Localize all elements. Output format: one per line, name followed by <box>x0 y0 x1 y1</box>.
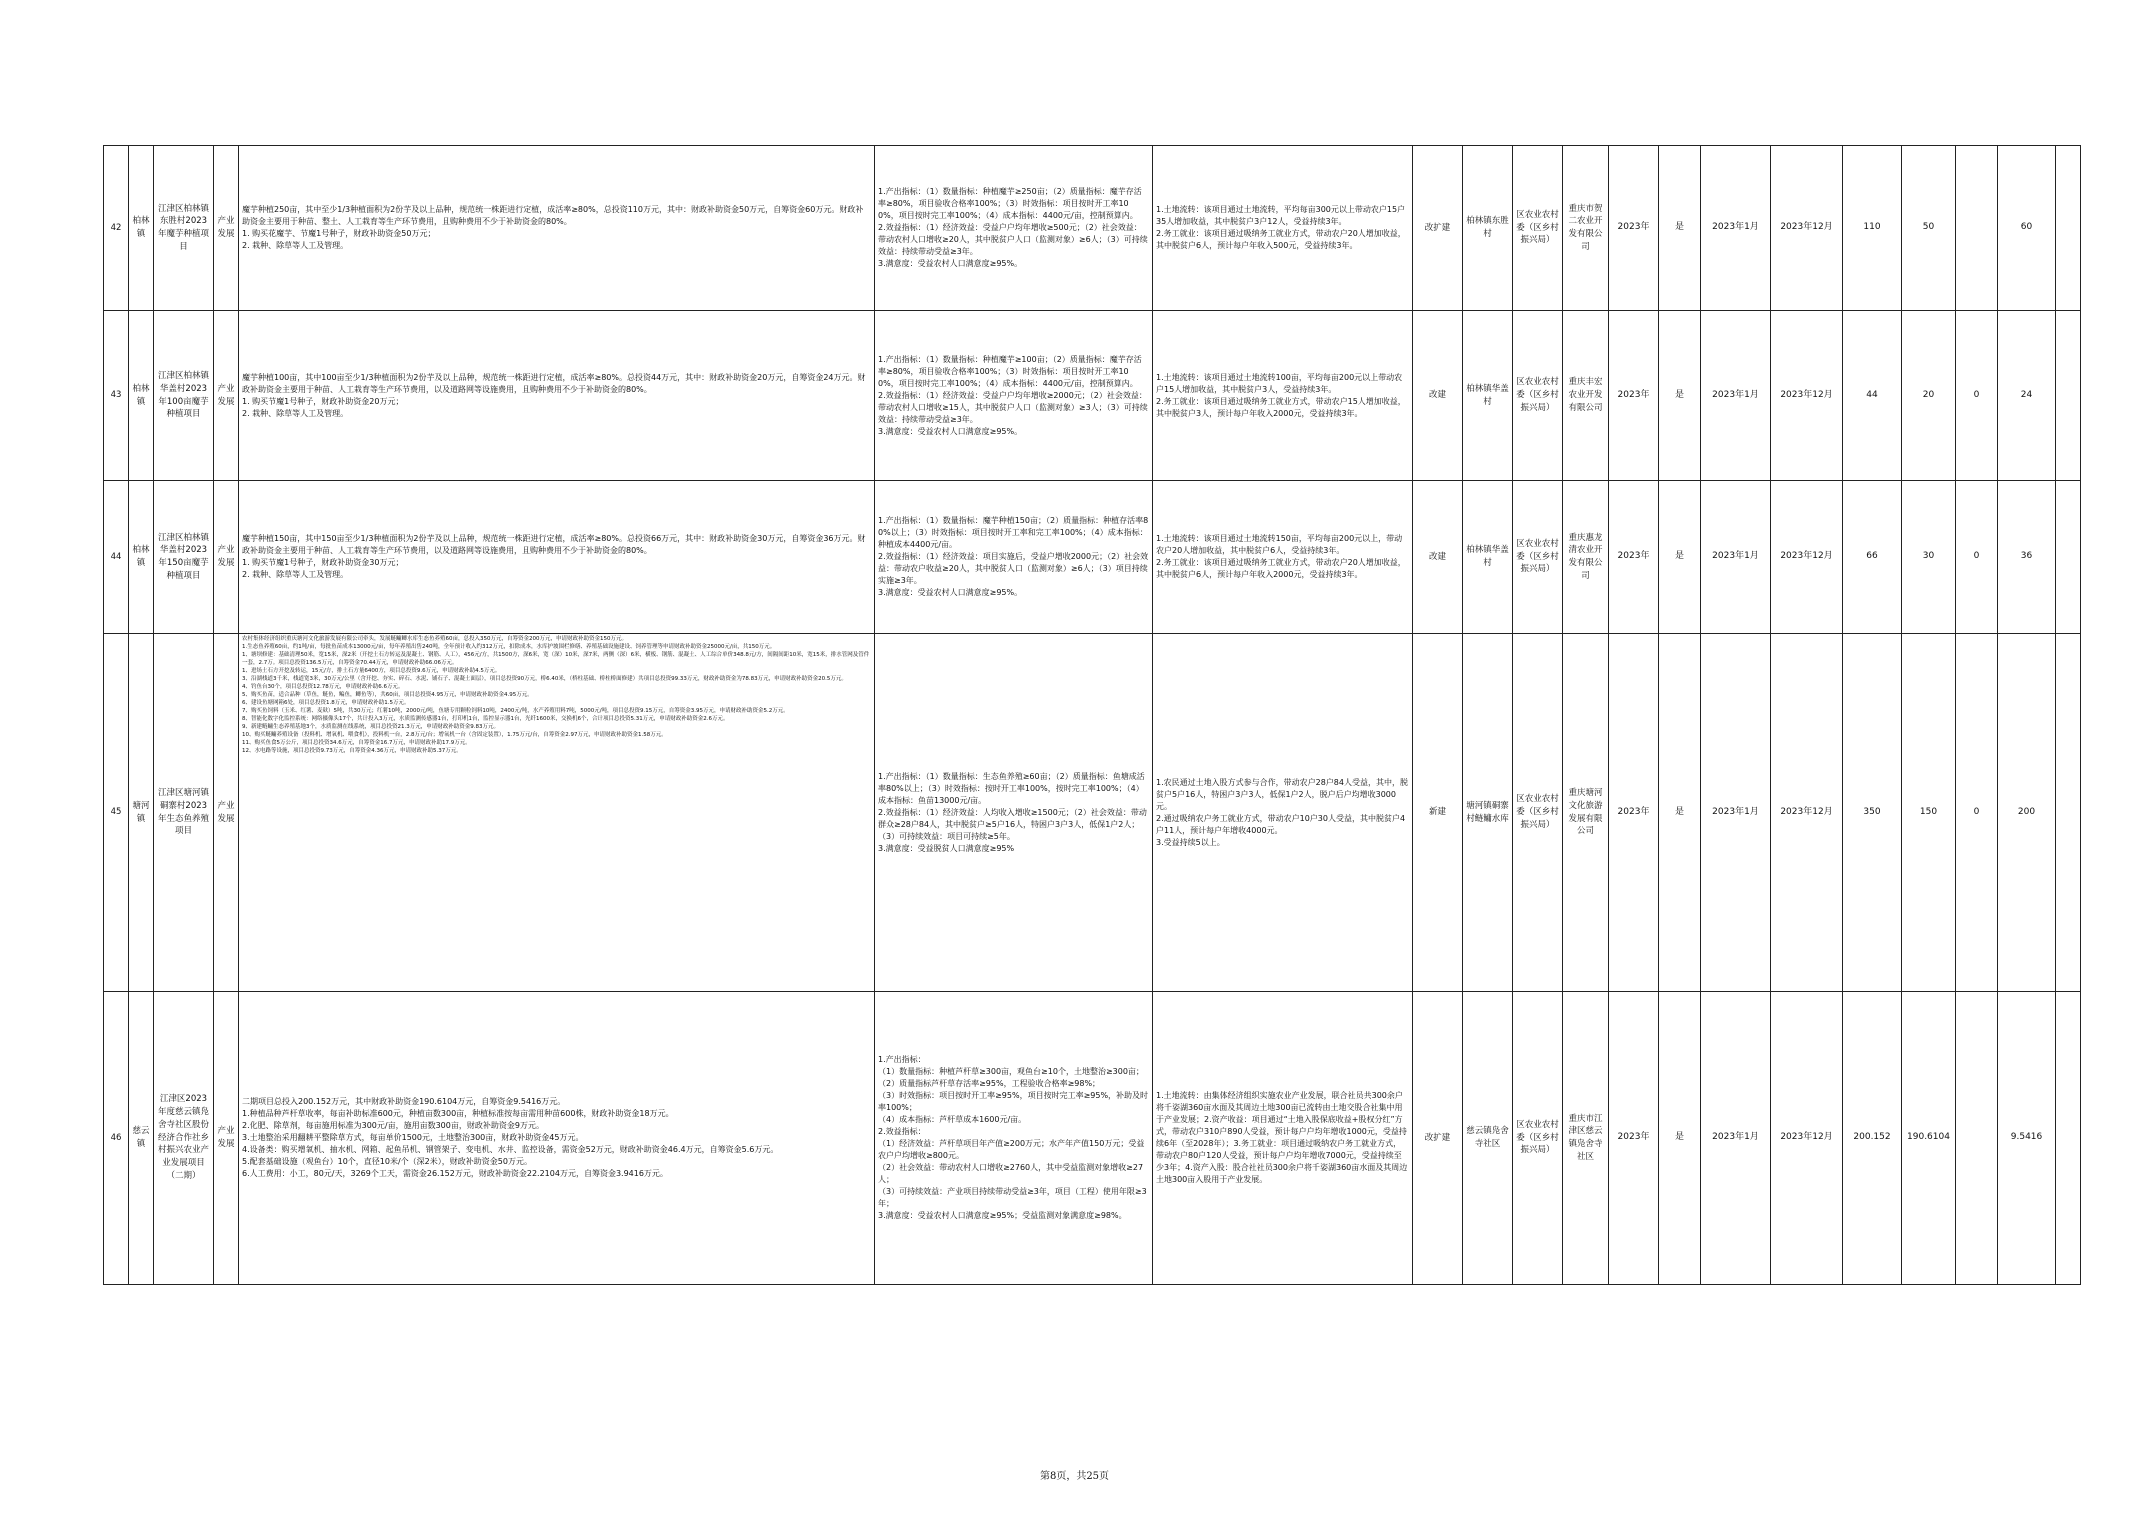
owner-cell: 重庆市江津区慈云镇凫舍寺社区 <box>1563 992 1609 1285</box>
construction-content-cell: 魔芋种植100亩，其中100亩至少1/3种植面积为2份芋及以上品种，规范统一株距进行定植，成活率≥80%。总投资44万元，其中：财政补助资金20万元，自筹资金24万元。财政补助资金主要用于种苗、人工栽育等生产环节费用，以及道路网等设施费用，且购种费用不少于补助资金的80%。 1. 购买节魔1号种子，财政补助资金20万元； 2. 栽种、除草等人工及管理。 <box>239 311 875 481</box>
department-cell: 区农业农村委（区乡村振兴局） <box>1513 146 1563 311</box>
other-funds-cell: 0 <box>1956 634 1998 992</box>
included-flag-cell: 是 <box>1659 634 1701 992</box>
project-name-cell: 江津区2023年度慈云镇凫舍寺社区股份经济合作社乡村振兴农业产业发展项目（二期） <box>154 992 214 1285</box>
table-row <box>104 146 2081 311</box>
remark-cell <box>2056 634 2081 992</box>
row-number: 42 <box>104 146 129 311</box>
table-row <box>104 992 2081 1285</box>
project-name-cell: 江津区塘河镇硐寨村2023年生态鱼养殖项目 <box>154 634 214 992</box>
department-cell: 区农业农村委（区乡村振兴局） <box>1513 311 1563 481</box>
department-cell: 区农业农村委（区乡村振兴局） <box>1513 992 1563 1285</box>
project-type-cell: 产业发展 <box>214 992 239 1285</box>
project-name-cell: 江津区柏林镇华盖村2023年100亩魔芋种植项目 <box>154 311 214 481</box>
total-investment-cell: 200.152 <box>1843 992 1902 1285</box>
end-date-cell: 2023年12月 <box>1771 311 1843 481</box>
other-funds-cell: 0 <box>1956 311 1998 481</box>
performance-target-cell: 1.产出指标：（1）数量指标：魔芋种植150亩；（2）质量指标：种植存活率80%以上；（3）时效指标：项目按时开工率和完工率100%；（4）成本指标：种植成本4400元/亩。 2.效益指标：（1）经济效益：项目实施后，受益户增收2000元；（2）社会效益：带动农户收益≥20人，其中脱贫人口（监测对象）≥6人；（3）项目持续实施≥3年。 3.满意度：受益农村人口满意度≥95%。 <box>875 481 1153 634</box>
year-cell: 2023年 <box>1609 146 1659 311</box>
total-investment-cell: 110 <box>1843 146 1902 311</box>
benefit-mechanism-cell: 1.土地流转：该项目通过土地流转100亩，平均每亩200元以上带动农户15人增加收益，其中脱贫户3人，受益持续3年。 2.务工就业：该项目通过吸纳务工就业方式，带动农户15人增加收益，其中脱贫户3人，预计每户年收入2000元，受益持续3年。 <box>1153 311 1413 481</box>
end-date-cell: 2023年12月 <box>1771 481 1843 634</box>
end-date-cell: 2023年12月 <box>1771 146 1843 311</box>
town-cell: 塘河镇 <box>129 634 154 992</box>
included-flag-cell: 是 <box>1659 146 1701 311</box>
remark-cell <box>2056 146 2081 311</box>
fiscal-funds-cell: 30 <box>1902 481 1956 634</box>
year-cell: 2023年 <box>1609 311 1659 481</box>
project-name-cell: 江津区柏林镇华盖村2023年150亩魔芋种植项目 <box>154 481 214 634</box>
performance-target-cell: 1.产出指标：（1）数量指标：生态鱼养殖≥60亩；（2）质量指标：鱼塘成活率80%以上；（3）时效指标：按时开工率100%，按时完工率100%；（4）成本指标：鱼苗13000元/亩。 2.效益指标：（1）经济效益：人均收入增收≥1500元；（2）社会效益：带动群众≥28户84人，其中脱贫户≥5户16人，特困户3户3人，低保1户2人；（3）可持续效益：项目可持续≥5年。 3.满意度：受益脱贫人口满意度≥95% <box>875 634 1153 992</box>
owner-cell: 重庆惠龙清农业开发有限公司 <box>1563 481 1609 634</box>
included-flag-cell: 是 <box>1659 481 1701 634</box>
remark-cell <box>2056 481 2081 634</box>
self-funds-cell: 200 <box>1998 634 2056 992</box>
build-nature-cell: 改扩建 <box>1413 992 1463 1285</box>
construction-content-cell: 魔芋种植250亩，其中至少1/3种植面积为2份芋及以上品种，规范统一株距进行定植，成活率≥80%，总投资110万元，其中：财政补助资金50万元，自筹资金60万元。财政补助资金主要用于种苗、整土、人工栽育等生产环节费用，且购种费用不少于补助资金的80%。 1. 购买花魔芋、节魔1号种子，财政补助资金50万元； 2. 栽种、除草等人工及管理。 <box>239 146 875 311</box>
department-cell: 区农业农村委（区乡村振兴局） <box>1513 634 1563 992</box>
owner-cell: 重庆塘河文化旅游发展有限公司 <box>1563 634 1609 992</box>
start-date-cell: 2023年1月 <box>1701 634 1771 992</box>
town-cell: 慈云镇 <box>129 992 154 1285</box>
remark-cell <box>2056 311 2081 481</box>
year-cell: 2023年 <box>1609 992 1659 1285</box>
department-cell: 区农业农村委（区乡村振兴局） <box>1513 481 1563 634</box>
project-table <box>103 145 2081 1285</box>
town-cell: 柏林镇 <box>129 146 154 311</box>
year-cell: 2023年 <box>1609 634 1659 992</box>
table-row <box>104 481 2081 634</box>
start-date-cell: 2023年1月 <box>1701 311 1771 481</box>
end-date-cell: 2023年12月 <box>1771 634 1843 992</box>
total-investment-cell: 44 <box>1843 311 1902 481</box>
table-row <box>104 311 2081 481</box>
town-cell: 柏林镇 <box>129 311 154 481</box>
build-nature-cell: 改建 <box>1413 311 1463 481</box>
project-name-cell: 江津区柏林镇东胜村2023年魔芋种植项目 <box>154 146 214 311</box>
end-date-cell: 2023年12月 <box>1771 992 1843 1285</box>
other-funds-cell <box>1956 146 1998 311</box>
performance-target-cell: 1.产出指标：（1）数量指标：种植魔芋≥250亩；（2）质量指标：魔芋存活率≥80%，项目验收合格率100%；（3）时效指标：项目按时开工率100%，项目按时完工率100%；（4）成本指标：4400元/亩，控制预算内。 2.效益指标：（1）经济效益：受益户户均年增收≥500元；（2）社会效益：带动农村人口增收≥20人，其中脱贫户人口（监测对象）≥6人；（3）可持续效益：持续带动受益≥3年。 3.满意度：受益农村人口满意度≥95%。 <box>875 146 1153 311</box>
location-cell: 柏林镇华盖村 <box>1463 481 1513 634</box>
project-type-cell: 产业发展 <box>214 634 239 992</box>
year-cell: 2023年 <box>1609 481 1659 634</box>
benefit-mechanism-cell: 1.农民通过土地入股方式参与合作，带动农户28户84人受益，其中，脱贫户5户16人，特困户3户3人，低保1户2人，脱户后户均增收3000元。 2.通过吸纳农户务工就业方式，带动农户10户30人受益，其中脱贫户4户11人，预计每户年增收4000元。 3.受益持续5以上。 <box>1153 634 1413 992</box>
included-flag-cell: 是 <box>1659 311 1701 481</box>
location-cell: 慈云镇凫舍寺社区 <box>1463 992 1513 1285</box>
table-row <box>104 634 2081 992</box>
project-type-cell: 产业发展 <box>214 481 239 634</box>
construction-content-cell: 二期项目总投入200.152万元，其中财政补助资金190.6104万元，自筹资金9.5416万元。 1.种植品种芦杆草收率，每亩补助标准600元，种植亩数300亩，种植标准按每亩需用种苗600株，财政补助资金18万元。 2.化肥、除草剂，每亩施用标准为300元/亩，施用亩数300亩，财政补助资金9万元。 3.土地整治采用翻耕平整除草方式，每亩单价1500元，土地整治300亩，财政补助资金45万元。 4.设备类：购买增氧机、抽水机、网箱、起鱼吊机、钢管架子、变电机、水井、监控设备，需资金52万元，财政补助资金46.4万元，自筹资金5.6万元。 5.配套基础设施（观鱼台）10个，直径10米/个（深2米），财政补助资金50万元。 6.人工费用：小工，80元/天，3269个工天，需资金26.152万元，财政补助资金22.2104万元，自筹资金3.9416万元。 <box>239 992 875 1285</box>
included-flag-cell: 是 <box>1659 992 1701 1285</box>
fiscal-funds-cell: 20 <box>1902 311 1956 481</box>
row-number: 45 <box>104 634 129 992</box>
location-cell: 塘河镇硐寨村鲢鳙水库 <box>1463 634 1513 992</box>
total-investment-cell: 66 <box>1843 481 1902 634</box>
start-date-cell: 2023年1月 <box>1701 146 1771 311</box>
self-funds-cell: 24 <box>1998 311 2056 481</box>
town-cell: 柏林镇 <box>129 481 154 634</box>
location-cell: 柏林镇华盖村 <box>1463 311 1513 481</box>
fiscal-funds-cell: 50 <box>1902 146 1956 311</box>
remark-cell <box>2056 992 2081 1285</box>
construction-content-cell: 农村集体经济组织重庆塘河文化旅游发展有限公司牵头，发展鲢鳙鲫水库生态鱼养殖60亩，总投入350万元，自筹资金200万元，申请财政补助资金150万元。 1.生态鱼养殖60亩，约1吨/亩，每批鱼苗成本13000元/亩，每年养殖出售240吨，全年预计收入约312万元，扣除成本，水库护坡围栏修缮、养殖基础设施建设、饲养管理等申请财政补助资金25000元/亩，共150万元。 1、塘坝修建：基础清理50米，宽15米，深2米（开挖土石方转运及混凝土、钢筋、人工），456元/方，共1500方，深6米，宽（深）10米，深7米，两侧（深）6米，横板、钢筋、混凝土、人工综合单价348.8元/方，间隔间距10米，宽15米，排水管网及管件一套，2.7万。项目总投资136.5万元，自筹资金70.44万元，申请财政补助66.06万元。 1、进场土石方开挖及转运，15元/方，排土石方量6400方，项目总投资9.6万元，申请财政补助4.5万元。 3、沿湖栈道3千米，栈道宽3米，30万元/公里（含开挖、夯实、碎石、水泥、铺石子、混凝土面层），项目总投资90万元，桥6.40米，（桥柱基础、桥柱桥面修建）共项目总投资99.33万元，财政补助资金为78.83万元，申请财政补助资金20.5万元。 4、钓鱼台30个，项目总投资12.78万元，申请财政补助6.6万元。 5、购买鱼苗，适合品种（草鱼，鲢鱼，鳊鱼，鲫鱼等），共60亩，项目总投资4.95万元，申请财政补助资金4.95万元。 6、建设鱼塘网箱6处，项目总投资1.8万元，申请财政补助1.5万元。 7、购买鱼饲料（玉米、红薯、麦麸）5吨，共30万元；红薯10吨，2000元/吨，鱼塘专用颗粒饲料10吨，2400元/吨，水产养殖用料7吨，5000元/吨，项目总投资9.15万元，自筹资金3.95万元，申请财政补助资金5.2万元。 8、智能化数字化监控系统：网络摄像头17个，共计投入3万元，水质监测传感器1台，打印机1台，监控显示器1台，光纤1600米，交换机6个，合计项目总投资5.31万元，申请财政补助资金2.6万元。 9、新建鲢鳙生态养殖基地3个，水质监测在线系统，项目总投资21.3万元，申请财政补助资金9.83万元。 10、购买鲢鳙养殖设备（投料机、增氧机、喂食机），投料机一台，2.8万元/台；增氧机一台（含固定装置），1.75万元/台，自筹资金2.97万元，申请财政补助资金1.58万元。 11、购买鱼食5万公斤，项目总投资34.6万元，自筹资金16.7万元，申请财政补助17.9万元。 12、水电路等设施，项目总投资9.73万元，自筹资金4.36万元，申请财政补助5.37万元。 <box>239 634 875 992</box>
benefit-mechanism-cell: 1.土地流转：该项目通过土地流转150亩，平均每亩200元以上，带动农户20人增加收益，其中脱贫户6人，受益持续3年。 2.务工就业：该项目通过吸纳务工就业方式，带动农户20人增加收益，其中脱贫户6人，预计每户年收入2000元，受益持续3年。 <box>1153 481 1413 634</box>
project-type-cell: 产业发展 <box>214 146 239 311</box>
project-type-cell: 产业发展 <box>214 311 239 481</box>
self-funds-cell: 36 <box>1998 481 2056 634</box>
build-nature-cell: 改建 <box>1413 481 1463 634</box>
location-cell: 柏林镇东胜村 <box>1463 146 1513 311</box>
start-date-cell: 2023年1月 <box>1701 481 1771 634</box>
fiscal-funds-cell: 150 <box>1902 634 1956 992</box>
fiscal-funds-cell: 190.6104 <box>1902 992 1956 1285</box>
benefit-mechanism-cell: 1.土地流转：该项目通过土地流转，平均每亩300元以上带动农户15户35人增加收益，其中脱贫户3户12人，受益持续3年。 2.务工就业：该项目通过吸纳务工就业方式，带动农户20人增加收益，其中脱贫户6人，预计每户年收入500元，受益持续3年。 <box>1153 146 1413 311</box>
row-number: 46 <box>104 992 129 1285</box>
other-funds-cell <box>1956 992 1998 1285</box>
start-date-cell: 2023年1月 <box>1701 992 1771 1285</box>
total-investment-cell: 350 <box>1843 634 1902 992</box>
performance-target-cell: 1.产出指标：（1）数量指标：种植魔芋≥100亩；（2）质量指标：魔芋存活率≥80%，项目验收合格率100%；（3）时效指标：项目按时开工率100%，项目按时完工率100%；（4）成本指标：4400元/亩，控制预算内。 2.效益指标：（1）经济效益：受益户户均年增收≥2000元；（2）社会效益：带动农村人口增收≥15人，其中脱贫户人口（监测对象）≥3人；（3）可持续效益：持续带动受益≥3年。 3.满意度：受益农村人口满意度≥95%。 <box>875 311 1153 481</box>
performance-target-cell: 1.产出指标： （1）数量指标：种植芦杆草≥300亩，观鱼台≥10个，土地整治≥300亩； （2）质量指标芦杆草存活率≥95%，工程验收合格率≥98%； （3）时效指标：项目按时开工率≥95%，项目按时完工率≥95%，补助及时率100%； （4）成本指标：芦杆草成本1600元/亩。 2.效益指标： （1）经济效益：芦杆草项目年产值≥200万元；水产年产值150万元；受益农户户均增收≥800元。 （2）社会效益：带动农村人口增收≥2760人，其中受益监测对象增收≥27人； （3）可持续效益：产业项目持续带动受益≥3年，项目（工程）使用年限≥3年； 3.满意度：受益农村人口满意度≥95%；受益监测对象满意度≥98%。 <box>875 992 1153 1285</box>
self-funds-cell: 60 <box>1998 146 2056 311</box>
build-nature-cell: 改扩建 <box>1413 146 1463 311</box>
self-funds-cell: 9.5416 <box>1998 992 2056 1285</box>
construction-content-cell: 魔芋种植150亩，其中150亩至少1/3种植面积为2份芋及以上品种，规范统一株距进行定植，成活率≥80%。总投资66万元，其中：财政补助资金30万元，自筹资金36万元。财政补助资金主要用于种苗、人工栽育等生产环节费用，以及道路网等设施费用，且购种费用不少于补助资金的80%。 1. 购买节魔1号种子，财政补助资金30万元； 2. 栽种、除草等人工及管理。 <box>239 481 875 634</box>
other-funds-cell: 0 <box>1956 481 1998 634</box>
owner-cell: 重庆市贺二农业开发有限公司 <box>1563 146 1609 311</box>
page-footer: 第8页，共25页 <box>1039 1471 1110 1482</box>
row-number: 43 <box>104 311 129 481</box>
benefit-mechanism-cell: 1.土地流转：由集体经济组织实施农业产业发展，联合社员共300余户将千姿湖360亩水面及其周边土地300亩已流转由土地交股合社集中用于产业发展；2.资产收益：项目通过“土地入股保底收益+股权分红”方式，带动农户310户890人受益，预计每户户均年增收1000元，受益持续6年（至2028年）；3.务工就业：项目通过吸纳农户务工就业方式，带动农户80户120人受益，预计每户户均年增收7000元，受益持续至少3年；4.资产入股：股合社社员300余户将千姿湖360亩水面及其周边土地300亩入股用于产业发展。 <box>1153 992 1413 1285</box>
build-nature-cell: 新建 <box>1413 634 1463 992</box>
row-number: 44 <box>104 481 129 634</box>
owner-cell: 重庆丰宏农业开发有限公司 <box>1563 311 1609 481</box>
